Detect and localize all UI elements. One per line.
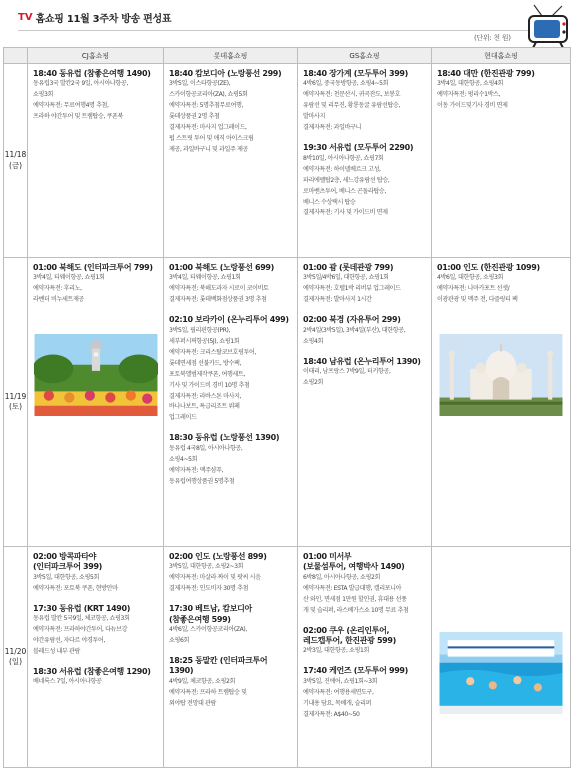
program-detail: 세부퍼시픽항공(5J), 쇼핑1회	[169, 337, 240, 345]
program-title-cont: (참좋은여행 599)	[169, 614, 231, 624]
program-title: 01:00 괌 (롯데관광 799)	[303, 263, 394, 272]
program-block	[303, 69, 426, 134]
program-detail: 3박4일, 티웨이항공, 쇼핑1회	[33, 274, 105, 282]
program-detail: 블레드성 내부 관람	[33, 648, 80, 656]
program-detail: 8박10일, 아시아나항공, 쇼핑7회	[303, 154, 384, 162]
program-detail: 4박9일, 체코항공, 쇼핑2회	[169, 677, 235, 685]
program-detail: 예약자특전: 마살라 짜이 및 팟씨 시음	[169, 574, 261, 582]
program-detail: 예약자특전: 펑리수1박스,	[437, 91, 501, 99]
program-block	[33, 69, 158, 123]
program-detail: 롯데면세점 선불카드, 방수팩,	[169, 359, 241, 367]
program-title: 01:00 미서부	[303, 552, 352, 561]
program-detail: 이태리, 남프랑스 7박9일, 터키항공,	[303, 368, 391, 376]
program-detail: 예약자특전: 프라하야간투어, 다뉴브강	[33, 626, 128, 634]
program-detail: 동유럽 4국8일, 아시아나항공,	[169, 444, 243, 452]
program-block	[303, 357, 426, 389]
program-detail: 예약자특전: 포토북 쿠폰, 현방안마	[33, 584, 118, 592]
program-detail: 제공, 과일바구니 및 과일주 제공	[169, 146, 249, 154]
date-label: 11/18	[4, 150, 27, 160]
schedule-cell-cj	[28, 547, 164, 768]
program-title: 18:40 남유럽 (온누리투어 1390)	[303, 356, 421, 366]
program-detail: 결제자특전: 과일바구니	[303, 124, 362, 132]
program-title: 18:40 동유럽 (참좋은여행 1490)	[33, 69, 151, 78]
program-detail: 바나나보트, 특급리조트 뷔페	[169, 403, 240, 411]
program-detail: 예약자특전: 후리노,	[33, 285, 82, 293]
program-detail: 이동 가이드및기사 경비 면제	[437, 102, 508, 110]
schedule-cell-gs	[298, 547, 432, 768]
program-block	[437, 69, 565, 112]
weekday-label: (금)	[8, 160, 23, 170]
date-header	[4, 48, 28, 64]
program-detail: 2박4일(3박5일), 3박4일(부산), 대한항공,	[303, 326, 406, 334]
program-detail: 예약자특전: 5명추첨무료여행,	[169, 102, 244, 110]
schedule-row	[4, 547, 571, 768]
photo-wrap	[437, 632, 565, 714]
photo-wrap	[437, 334, 565, 416]
program-title: 18:40 캄보디아 (노랑풍선 299)	[169, 69, 282, 78]
program-block	[33, 604, 158, 658]
cruise-pool-photo	[439, 632, 563, 714]
program-block	[303, 143, 426, 219]
program-title: 02:00 북경 (자유투어 299)	[303, 315, 401, 325]
program-detail: 결제자특전: 롯데백화점상품권 3명 추첨	[169, 296, 267, 304]
program-detail: 쇼핑4~5회	[169, 455, 198, 463]
date-cell	[4, 64, 28, 258]
page-title	[18, 6, 171, 28]
column-header-row	[4, 48, 571, 64]
schedule-cell-hyundai	[432, 64, 571, 258]
program-detail: 스카이항공코리아(ZA), 쇼핑5회	[169, 91, 248, 99]
program-detail: 예약자특전: 호텔1박 리버뷰 업그레이드	[303, 285, 401, 293]
program-block	[33, 667, 158, 688]
program-detail: 예약자특전: 여행용세면도구,	[303, 688, 374, 696]
photo-wrap	[33, 334, 158, 416]
program-detail: 동유럽여행상품권 5명추첨	[169, 477, 235, 485]
column-header-lotte: 롯데홈쇼핑	[164, 48, 298, 64]
title-tv-label: TV	[18, 11, 33, 23]
program-detail: 롯데상품권 2명 추첨	[169, 113, 220, 121]
schedule-cell-lotte	[164, 258, 298, 547]
program-detail: 예약자특전: 맥주샴푸,	[169, 466, 224, 474]
program-detail: 결제자특전: 기사 및 가이드비 면제	[303, 209, 388, 217]
program-detail: 3박5일, 대한항공, 쇼핑2~3회	[169, 563, 244, 571]
program-block	[169, 552, 292, 595]
schedule-cell-gs	[298, 64, 432, 258]
program-detail: 3박5일, 이스타항공(ZE),	[169, 80, 231, 88]
program-detail: 4박6일, 대한항공, 쇼핑3회	[437, 274, 503, 282]
program-title: 01:00 북해도 (인터파크투어 799)	[33, 263, 153, 272]
program-block	[303, 626, 426, 658]
schedule-cell-cj	[28, 64, 164, 258]
program-detail: 3박4일, 티웨이항공, 쇼핑1회	[169, 274, 241, 282]
program-detail: 3박5일, 필리핀항공(PR),	[169, 326, 231, 334]
program-block	[33, 263, 158, 306]
program-block	[169, 433, 292, 487]
program-detail: 4박6일, 스카이항공코리아(ZA),	[169, 626, 247, 634]
program-title: 18:25 동말칸 (인터파크투어	[169, 656, 268, 666]
program-detail: 예약자특전: 하이델베르크 고성,	[303, 165, 381, 173]
date-cell	[4, 547, 28, 768]
unit-note: (단위: 천 원)	[474, 34, 511, 42]
program-detail: 포토북앨범제작쿠폰, 여행세트,	[169, 370, 245, 378]
tv-illustration-icon	[524, 2, 572, 50]
schedule-cell-cj	[28, 258, 164, 547]
schedule-table	[3, 47, 571, 768]
program-block	[169, 656, 292, 710]
program-detail: 개 및 슬리퍼, 라스베가스쇼 10명 무료 추첨	[303, 606, 409, 614]
program-detail: 쇼핑4회	[303, 337, 323, 345]
date-cell	[4, 258, 28, 547]
program-title: 17:40 케언즈 (모두투어 999)	[303, 666, 408, 676]
program-detail: 결제자특전: 라바스톤 마사지,	[169, 392, 242, 400]
program-title: 02:00 쿠우 (온리인투어,	[303, 625, 390, 635]
program-detail: 3박5일/4박6일, 대한항공, 쇼핑1회	[303, 274, 389, 282]
program-detail: 쇼핑2회	[303, 378, 323, 386]
schedule-cell-lotte	[164, 64, 298, 258]
weekday-label: (토)	[8, 402, 23, 411]
program-detail: 결제자특전: 인도비자 30명 추첨	[169, 585, 249, 593]
title-divider	[18, 30, 538, 31]
program-detail: 동유럽 발칸 5국9일, 체코항공, 쇼핑3회	[33, 615, 130, 623]
program-title: 17:30 동유럽 (KRT 1490)	[33, 603, 131, 613]
program-detail: 예약자특전: 천문산시, 귀곡잔도, 보봉호	[303, 91, 401, 99]
program-detail: 유람선 및 리무진, 황룡동굴 유람선탑승,	[303, 102, 401, 110]
program-title: 02:10 보라카이 (온누리투어 499)	[169, 315, 289, 325]
program-title: 02:00 방콕파타야	[33, 552, 97, 561]
weekday-label: (일)	[8, 657, 23, 666]
program-title: 18:40 장가계 (모두투어 399)	[303, 69, 408, 78]
program-detail: 3박5일, 대한항공, 쇼핑5회	[33, 573, 99, 581]
program-title: 17:30 베트남, 캄보디아	[169, 604, 252, 614]
program-title: 18:30 서유럽 (참좋은여행 1290)	[33, 666, 151, 676]
program-detail: 기내용 담요, 목베개, 슬리퍼	[303, 699, 372, 707]
program-detail: 4박6일, 중국동방항공, 쇼핑4~5회	[303, 80, 389, 88]
program-detail: 예약자특전: 크리스탈코브호핑투어,	[169, 348, 257, 356]
program-detail: 동유럽3국 발칸2국 9일, 아시아나항공,	[33, 80, 128, 88]
program-detail: 발마사지	[303, 113, 325, 121]
title-text: 홈쇼핑 11월 3주차 방송 편성표	[35, 13, 172, 25]
program-block	[303, 263, 426, 306]
program-detail: 외야탑 전망대 관람	[169, 699, 216, 707]
program-detail: 예약자특전: 북해도과자 시로이 코이비토	[169, 285, 269, 293]
program-title: 01:00 인도 (한진관광 1099)	[437, 263, 540, 272]
program-block	[169, 315, 292, 424]
program-block	[303, 552, 426, 617]
program-detail: 라벤더 비누세트제공	[33, 296, 84, 304]
program-detail: 로마벤츠투어, 베니스 곤돌라탑승,	[303, 187, 386, 195]
program-detail: 예약자특전: 무료여행4명 추첨,	[33, 102, 109, 110]
program-detail: 쇼핑3회	[33, 91, 53, 99]
program-title: 18:40 대만 (한진관광 799)	[437, 69, 535, 78]
program-title-cont: 1390)	[169, 666, 194, 676]
program-detail: 펍 스트릿 투어 및 애직 아이스크림	[169, 135, 254, 143]
date-label: 11/19	[4, 391, 27, 401]
program-title-cont: (보물섬투어, 여행박사 1490)	[303, 562, 405, 572]
program-detail: 이광관광 및 맥주 전, 다즐링티 팩	[437, 296, 518, 304]
program-detail: 업그레이드	[169, 414, 197, 422]
program-detail: 야간유람선, 자다르 야경투어,	[33, 637, 105, 645]
program-title-cont: 레드캡투어, 한진관광 599)	[303, 636, 396, 646]
program-block	[169, 263, 292, 306]
date-label: 11/20	[4, 646, 27, 656]
sapporo-park-photo	[34, 334, 158, 416]
program-title: 01:00 북해도 (노랑풍선 699)	[169, 263, 274, 272]
program-title: 19:30 서유럽 (모두투어 2290)	[303, 143, 414, 153]
program-block	[303, 315, 426, 347]
program-detail: 기사 및 가이드비 경비 10명 추첨	[169, 381, 250, 389]
schedule-cell-hyundai	[432, 547, 571, 768]
program-detail: 결제자특전: A$40~50	[303, 710, 360, 718]
program-detail: 2박3일, 대한항공, 쇼핑1회	[303, 647, 369, 655]
schedule-row	[4, 258, 571, 547]
program-detail: 산 와인, 면세점 1만원 할인권, 휴대용 선풍	[303, 595, 407, 603]
program-detail: 3박5일, 진에어, 쇼핑1회~3회	[303, 677, 378, 685]
schedule-cell-lotte	[164, 547, 298, 768]
program-detail: 예약자특전: ESTA 발급대행, 캘리포니아	[303, 584, 402, 592]
program-detail: 3박4일, 대한항공, 쇼핑4회	[437, 80, 503, 88]
program-detail: 결제자특전: 마사지 업그레이드,	[169, 124, 247, 132]
program-block	[437, 263, 565, 306]
program-title: 02:00 인도 (노랑풍선 899)	[169, 552, 267, 561]
schedule-row	[4, 64, 571, 258]
program-block	[169, 69, 292, 156]
program-block	[303, 666, 426, 720]
schedule-cell-gs	[298, 258, 432, 547]
column-header-gs: GS홈쇼핑	[298, 48, 432, 64]
program-detail: 프라하 야간투어 및 트램탑승, 쿠폰북	[33, 113, 123, 121]
program-detail: 예약자특전: 프라하 트램탑승 및	[169, 688, 247, 696]
column-header-hyundai: 현대홈쇼핑	[432, 48, 571, 64]
program-title-cont: (인터파크투어 399)	[33, 562, 102, 572]
program-block	[33, 552, 158, 595]
program-detail: 쇼핑6회	[169, 637, 189, 645]
program-detail: 베니스 수상택시 탑승	[303, 198, 356, 206]
schedule-cell-hyundai	[432, 258, 571, 547]
column-header-cj: CJ홈쇼핑	[28, 48, 164, 64]
taj-mahal-photo	[439, 334, 563, 416]
program-detail: 예약자특전: 나마카포트 선셋/	[437, 285, 510, 293]
program-title: 18:30 동유럽 (노랑풍선 1390)	[169, 433, 280, 443]
program-detail: 파리에펠탑2층, 세느강유람선 탑승,	[303, 176, 390, 184]
program-block	[169, 604, 292, 647]
program-detail: 결제자특전: 발마사지 1시간	[303, 296, 372, 304]
program-detail: 베네룩스 7일, 아시아나항공	[33, 678, 102, 686]
program-detail: 6박8일, 아시아나항공, 쇼핑2회	[303, 573, 380, 581]
